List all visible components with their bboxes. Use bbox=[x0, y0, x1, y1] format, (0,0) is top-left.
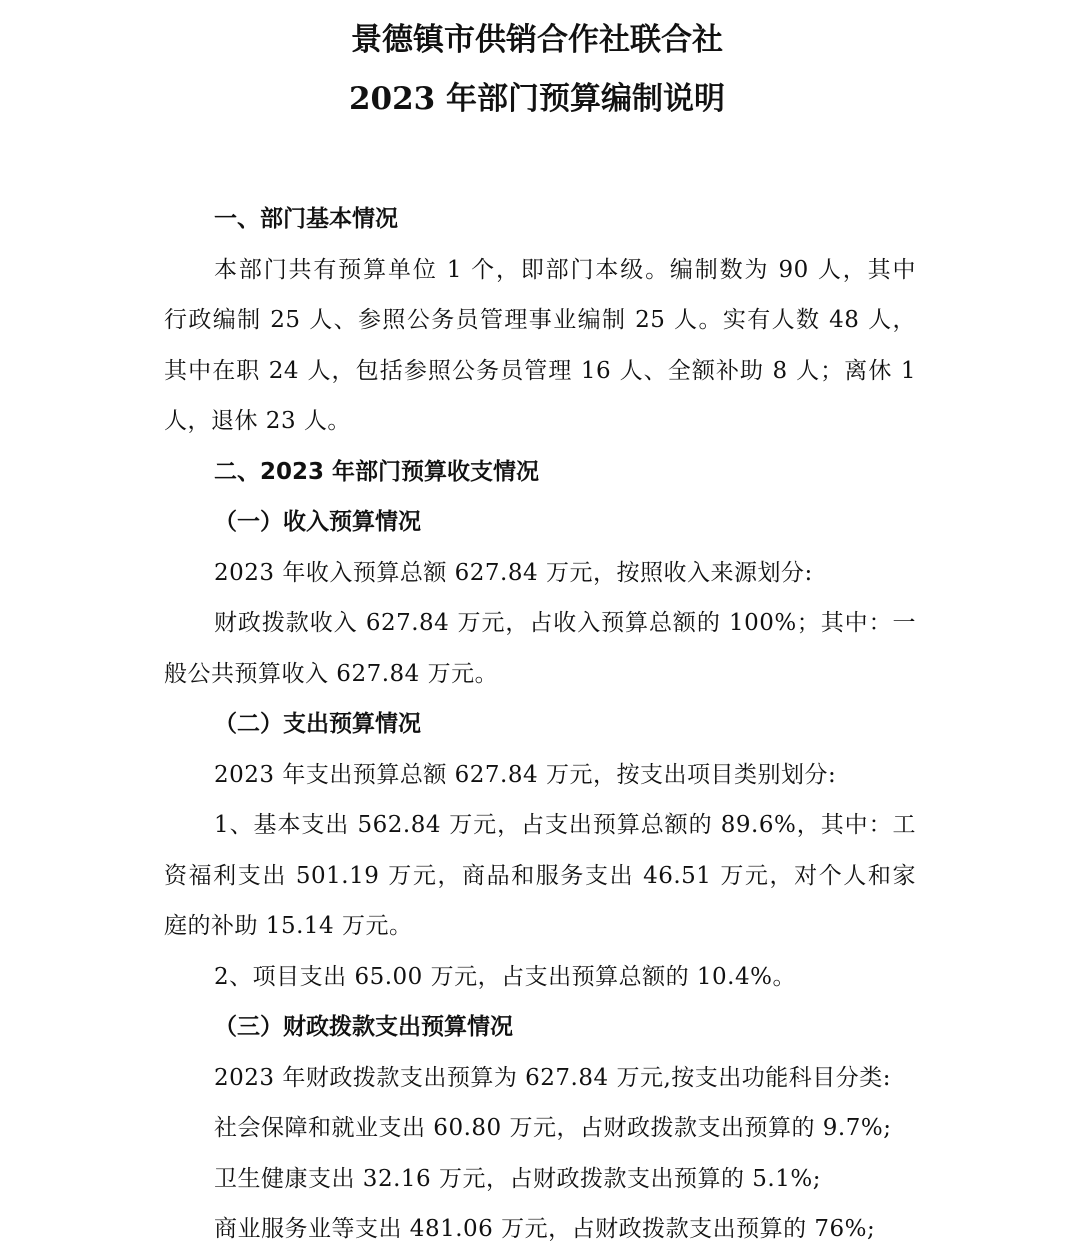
paragraph-line: 行政编制 25 人、参照公务员管理事业编制 25 人。实有人数 48 人， bbox=[164, 307, 916, 333]
subsection-heading: （二）支出预算情况 bbox=[214, 710, 421, 737]
document-subtitle: 2023 年部门预算编制说明 bbox=[348, 81, 726, 117]
paragraph-line: 财政拨款收入 627.84 万元，占收入预算总额的 100%；其中：一 bbox=[214, 610, 916, 636]
paragraph-line: 般公共预算收入 627.84 万元。 bbox=[164, 660, 499, 687]
paragraph-line: 2023 年财政拨款支出预算为 627.84 万元,按支出功能科目分类: bbox=[214, 1064, 892, 1091]
paragraph-line: 其中在职 24 人，包括参照公务员管理 16 人、全额补助 8 人；离休 1 bbox=[164, 357, 916, 384]
paragraph-line: 卫生健康支出 32.16 万元，占财政拨款支出预算的 5.1%; bbox=[214, 1165, 821, 1192]
paragraph-line: 社会保障和就业支出 60.80 万元，占财政拨款支出预算的 9.7%; bbox=[214, 1115, 892, 1141]
paragraph-line: 2023 年收入预算总额 627.84 万元，按照收入来源划分: bbox=[214, 559, 813, 586]
paragraph-line: 庭的补助 15.14 万元。 bbox=[164, 913, 413, 939]
section-heading: 二、2023 年部门预算收支情况 bbox=[214, 458, 540, 485]
subsection-heading: （三）财政拨款支出预算情况 bbox=[214, 1013, 513, 1040]
document-body bbox=[164, 194, 916, 1255]
paragraph-line: 人，退休 23 人。 bbox=[164, 408, 351, 434]
paragraph-line: 1、基本支出 562.84 万元，占支出预算总额的 89.6%，其中：工 bbox=[214, 812, 916, 838]
paragraph-line: 商业服务业等支出 481.06 万元，占财政拨款支出预算的 76%; bbox=[214, 1216, 876, 1242]
paragraph-line: 本部门共有预算单位 1 个，即部门本级。编制数为 90 人，其中 bbox=[214, 256, 916, 283]
paragraph-line: 2、项目支出 65.00 万元，占支出预算总额的 10.4%。 bbox=[214, 963, 796, 990]
paragraph-line: 资福利支出 501.19 万元，商品和服务支出 46.51 万元，对个人和家 bbox=[164, 862, 916, 889]
subsection-heading: （一）收入预算情况 bbox=[214, 508, 421, 535]
section-heading: 一、部门基本情况 bbox=[214, 206, 398, 232]
paragraph-line: 2023 年支出预算总额 627.84 万元，按支出项目类别划分: bbox=[214, 761, 837, 788]
document-title: 景德镇市供销合作社联合社 bbox=[351, 22, 723, 58]
